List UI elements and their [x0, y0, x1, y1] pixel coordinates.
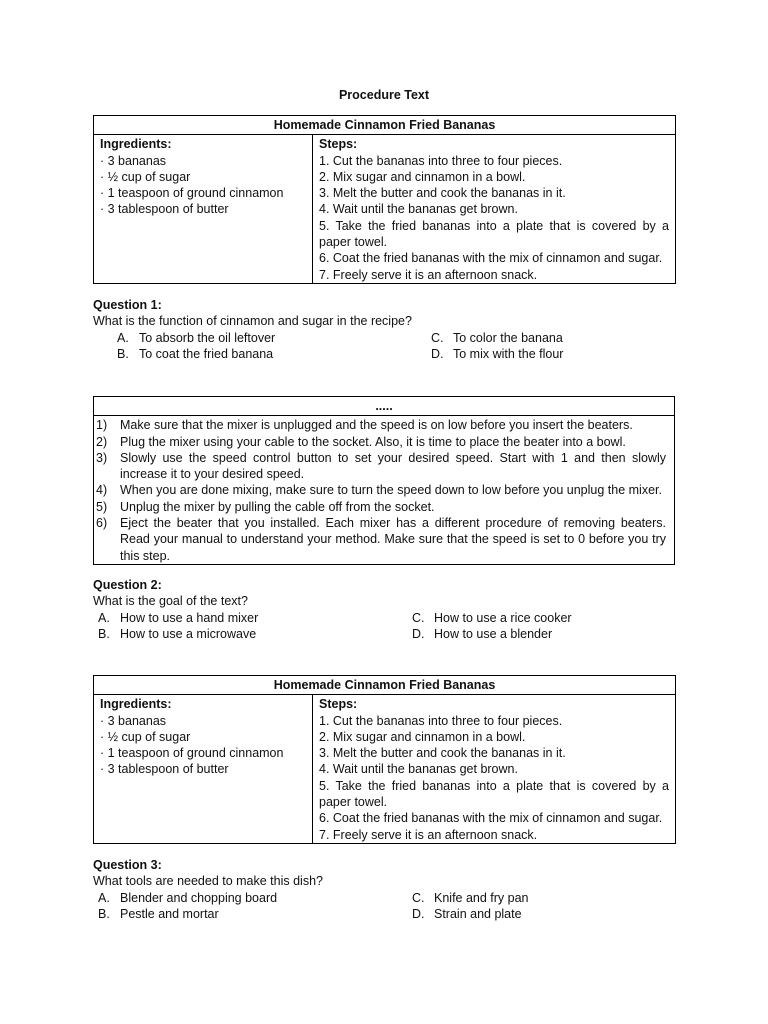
option-text: How to use a blender — [434, 626, 553, 641]
question-text: What is the goal of the text? — [93, 594, 248, 609]
step-text: When you are done mixing, make sure to turn the speed down to low before you unplug the mixer. — [120, 483, 662, 498]
option-text: To coat the fried banana — [139, 346, 274, 361]
step-item: 6. Coat the fried bananas with the mix of cinnamon and sugar. — [319, 251, 663, 266]
option-letter: B. — [98, 906, 110, 921]
step-item: 4. Wait until the bananas get brown. — [319, 202, 518, 217]
option-a — [98, 890, 277, 906]
option-b — [98, 906, 219, 922]
question-text: What tools are needed to make this dish? — [93, 874, 323, 889]
step-item: 1. Cut the bananas into three to four pieces. — [319, 153, 563, 168]
mixer-step — [96, 499, 666, 515]
mixer-title: ..... — [94, 397, 675, 416]
mixer-table — [93, 396, 675, 565]
step-number: 6) — [96, 516, 108, 531]
option-a — [98, 610, 258, 626]
ingredients-label: Ingredients: — [100, 137, 172, 152]
question-2 — [93, 577, 675, 644]
option-text: To mix with the flour — [453, 346, 564, 361]
option-letter: C. — [412, 610, 425, 625]
option-a — [117, 330, 275, 346]
step-text: Plug the mixer using your cable to the socket. Also, it is time to place the beater into a bowl. — [120, 434, 626, 449]
step-number: 4) — [96, 483, 108, 498]
options — [93, 330, 675, 364]
option-letter: A. — [98, 610, 110, 625]
option-d — [412, 906, 522, 922]
step-text: Slowly use the speed control button to set your desired speed. Start with 1 and then slowly increase it to your desired speed. — [120, 450, 666, 482]
ingredients-cell — [94, 135, 313, 284]
recipe-table-1 — [93, 115, 676, 284]
step-number: 2) — [96, 434, 108, 449]
question-label: Question 2: — [93, 578, 162, 592]
option-d — [412, 626, 552, 642]
steps-cell — [313, 695, 676, 844]
step-item: 6. Coat the fried bananas with the mix of cinnamon and sugar. — [319, 811, 663, 826]
step-text: Make sure that the mixer is unplugged and the speed is on low before you insert the beaters. — [120, 418, 633, 433]
options — [93, 610, 675, 644]
step-item: 2. Mix sugar and cinnamon in a bowl. — [319, 729, 526, 744]
option-letter: B. — [117, 346, 129, 361]
mixer-step — [96, 482, 666, 498]
question-1 — [93, 297, 675, 364]
mixer-step — [96, 515, 666, 564]
ingredient-item: · 3 bananas — [100, 713, 167, 728]
option-c — [412, 890, 529, 906]
mixer-step — [96, 434, 666, 450]
ingredient-item: · 3 tablespoon of butter — [100, 762, 229, 777]
option-text: Knife and fry pan — [434, 890, 529, 905]
step-item: 7. Freely serve it is an afternoon snack. — [319, 827, 538, 842]
mixer-step — [96, 417, 666, 433]
step-item: 5. Take the fried bananas into a plate that is covered by a paper towel. — [319, 778, 670, 810]
step-item: 3. Melt the butter and cook the bananas in it. — [319, 746, 566, 761]
option-text: Strain and plate — [434, 906, 522, 921]
step-text: Unplug the mixer by pulling the cable off from the socket. — [120, 499, 435, 514]
steps-label: Steps: — [319, 697, 358, 712]
step-number: 1) — [96, 418, 108, 433]
mixer-steps-cell — [94, 416, 675, 565]
mixer-steps — [96, 417, 666, 564]
step-item: 2. Mix sugar and cinnamon in a bowl. — [319, 169, 526, 184]
option-d — [431, 346, 563, 362]
option-text: Blender and chopping board — [120, 890, 278, 905]
question-3 — [93, 857, 675, 924]
ingredient-item: · ½ cup of sugar — [100, 729, 191, 744]
mixer-step — [96, 450, 666, 483]
ingredient-item: · ½ cup of sugar — [100, 169, 191, 184]
question-label: Question 1: — [93, 298, 162, 312]
ingredients-label: Ingredients: — [100, 697, 172, 712]
option-c — [431, 330, 563, 346]
step-item: 1. Cut the bananas into three to four pieces. — [319, 713, 563, 728]
option-letter: C. — [431, 330, 444, 345]
recipe-table-2 — [93, 675, 676, 844]
page-title: Procedure Text — [338, 88, 430, 102]
option-text: To absorb the oil leftover — [139, 330, 276, 345]
step-item: 7. Freely serve it is an afternoon snack. — [319, 267, 538, 282]
option-text: How to use a microwave — [120, 626, 257, 641]
ingredient-item: · 3 bananas — [100, 153, 167, 168]
ingredient-item: · 1 teaspoon of ground cinnamon — [100, 186, 284, 201]
option-text: How to use a rice cooker — [434, 610, 572, 625]
option-b — [98, 626, 256, 642]
step-text: Eject the beater that you installed. Each mixer has a different procedure of removing beaters. Read your manual to understand your method. Make sure that the speed is set to 0 before you try this step. — [120, 516, 666, 563]
option-letter: D. — [412, 906, 425, 921]
option-text: Pestle and mortar — [120, 906, 219, 921]
option-text: To color the banana — [453, 330, 563, 345]
option-letter: B. — [98, 626, 110, 641]
option-letter: D. — [412, 626, 425, 641]
steps-label: Steps: — [319, 137, 358, 152]
ingredients-cell — [94, 695, 313, 844]
option-text: How to use a hand mixer — [120, 610, 259, 625]
step-number: 3) — [96, 450, 108, 465]
ingredient-item: · 3 tablespoon of butter — [100, 202, 229, 217]
options — [93, 890, 675, 924]
option-letter: D. — [431, 346, 444, 361]
question-label: Question 3: — [93, 858, 162, 872]
option-letter: A. — [117, 330, 129, 345]
option-b — [117, 346, 273, 362]
recipe-title: Homemade Cinnamon Fried Bananas — [94, 116, 676, 135]
step-item: 4. Wait until the bananas get brown. — [319, 762, 518, 777]
option-letter: C. — [412, 890, 425, 905]
step-number: 5) — [96, 499, 108, 514]
step-item: 5. Take the fried bananas into a plate that is covered by a paper towel. — [319, 218, 670, 250]
recipe-title: Homemade Cinnamon Fried Bananas — [94, 676, 676, 695]
question-text: What is the function of cinnamon and sugar in the recipe? — [93, 314, 412, 329]
option-c — [412, 610, 572, 626]
ingredient-item: · 1 teaspoon of ground cinnamon — [100, 746, 284, 761]
option-letter: A. — [98, 890, 110, 905]
step-item: 3. Melt the butter and cook the bananas in it. — [319, 186, 566, 201]
steps-cell — [313, 135, 676, 284]
